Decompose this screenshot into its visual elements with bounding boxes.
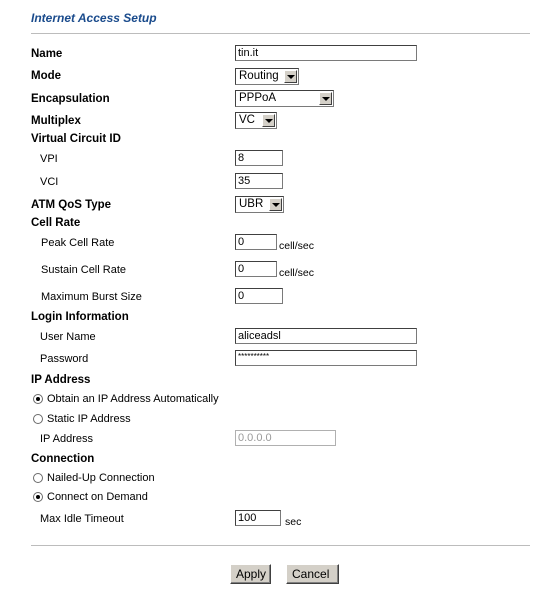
user-name-input[interactable]: aliceadsl [235,328,417,344]
multiplex-select-value: VC [239,114,255,126]
vpi-label: VPI [40,153,58,165]
peak-cell-rate-label: Peak Cell Rate [41,237,115,249]
max-idle-timeout-input[interactable]: 100 [235,510,281,526]
user-name-label: User Name [40,331,96,343]
atm-qos-select[interactable] [235,196,284,213]
obtain-ip-auto-radio[interactable] [33,394,43,404]
mode-select-value: Routing [239,70,279,82]
sustain-cell-rate-label: Sustain Cell Rate [41,264,126,276]
chevron-down-icon [319,92,332,105]
cancel-button[interactable]: Cancel [286,564,339,584]
cell-rate-label: Cell Rate [31,217,81,229]
apply-button[interactable]: Apply [230,564,271,584]
nailed-up-radio[interactable] [33,473,43,483]
top-divider [31,33,530,34]
obtain-ip-auto-label: Obtain an IP Address Automatically [47,393,219,405]
peak-cell-rate-unit: cell/sec [279,240,315,252]
max-burst-size-input[interactable]: 0 [235,288,283,304]
name-label: Name [31,48,63,60]
ip-address-section-label: IP Address [31,374,91,386]
chevron-down-icon [262,114,275,127]
peak-cell-rate-input[interactable]: 0 [235,234,277,250]
max-idle-timeout-label: Max Idle Timeout [40,513,124,525]
chevron-down-icon [269,198,282,211]
mode-label: Mode [31,70,62,82]
atm-qos-select-value: UBR [239,198,264,210]
ip-address-label: IP Address [40,433,93,445]
multiplex-select[interactable] [235,112,277,129]
connect-on-demand-label: Connect on Demand [47,491,148,503]
vci-input[interactable]: 35 [235,173,283,189]
mode-select[interactable] [235,68,299,85]
login-info-label: Login Information [31,311,129,323]
chevron-down-icon [284,70,297,83]
sustain-cell-rate-unit: cell/sec [279,267,315,279]
static-ip-label: Static IP Address [47,413,131,425]
encapsulation-label: Encapsulation [31,93,110,105]
bottom-divider [31,545,530,546]
max-idle-timeout-unit: sec [285,516,302,528]
page-title: Internet Access Setup [31,11,157,25]
virtual-circuit-label: Virtual Circuit ID [31,133,121,145]
max-burst-size-label: Maximum Burst Size [41,291,142,303]
multiplex-label: Multiplex [31,115,81,127]
vci-label: VCI [40,176,59,188]
password-label: Password [40,353,89,365]
name-input[interactable]: tin.it [235,45,417,61]
ip-address-input[interactable]: 0.0.0.0 [235,430,336,446]
atm-qos-label: ATM QoS Type [31,199,112,211]
connection-section-label: Connection [31,453,95,465]
password-input[interactable]: ********** [235,350,417,366]
sustain-cell-rate-input[interactable]: 0 [235,261,277,277]
encapsulation-select[interactable] [235,90,334,107]
static-ip-radio[interactable] [33,414,43,424]
nailed-up-label: Nailed-Up Connection [47,472,155,484]
connect-on-demand-radio[interactable] [33,492,43,502]
vpi-input[interactable]: 8 [235,150,283,166]
encapsulation-select-value: PPPoA [239,92,277,104]
